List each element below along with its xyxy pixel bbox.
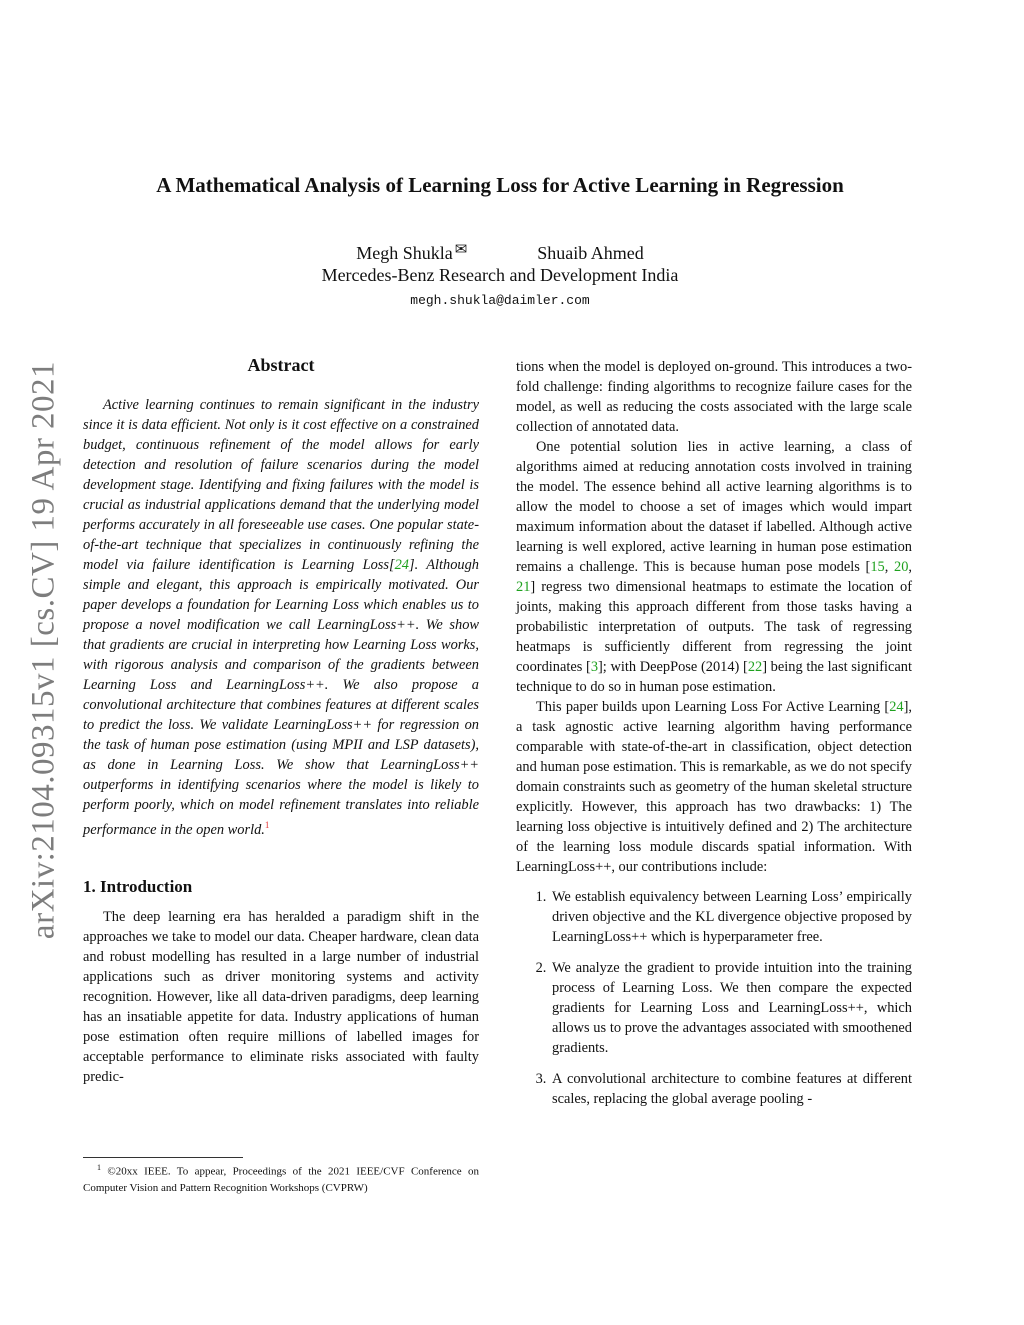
- citation-link[interactable]: 21: [516, 579, 531, 595]
- abstract-heading: Abstract: [247, 355, 315, 375]
- list-item: 2. We analyze the gradient to provide intuition into the training process of Learning Loss. We then compare the expected gradients for Learning Loss and LearningLoss++, which allows us to prove the advantages associated with smoothened gradients.: [550, 958, 912, 1058]
- section-heading-introduction: 1. Introduction: [83, 876, 193, 896]
- intro-paragraph: One potential solution lies in active learning, a class of algorithms aimed at reducing annotation costs involved in training the model. The essence behind all active learning algorithms is to allow the model to choose a set of images which would impart maximum information about the dataset if labelled. Although active learning is well explored, active learning in human pose estimation remains a challenge. This is because human pose models [15, 20, 21] regress two dimensional heatmaps to estimate the location of joints, making this approach different from those tasks having a probabilistic interpretation of outputs. The task of regressing heatmaps is sufficiently different from regressing the joint coordinates [3]; with DeepPose (2014) [22] being the last significant technique to do so in human pose estimation.: [516, 439, 912, 695]
- paper-title: A Mathematical Analysis of Learning Loss for Active Learning in Regression: [156, 173, 844, 197]
- affiliation: Mercedes-Benz Research and Development India: [321, 265, 679, 285]
- footnote-text: ©20xx IEEE. To appear, Proceedings of the 2021 IEEE/CVF Conference on Computer Vision and Pattern Recognition Workshops (CVPRW): [83, 1165, 480, 1194]
- citation-link[interactable]: 20: [894, 559, 909, 575]
- right-column: [516, 357, 912, 1120]
- abstract-text: Active learning continues to remain significant in the industry since it is data efficient. Not only is it cost effective on a constrained budget, continuous refinement of the model allows for early detection and resolution of failure scenarios during the model development stage. Identifying and fixing failures with the model is crucial as industrial applications demand that the underlying model performs accurately in all foreseeable use cases. One popular state-of-the-art technique that specializes in continuously refining the model via failure identification is Learning Loss[24]. Although simple and elegant, this approach is empirically motivated. Our paper develops a foundation for Learning Loss which enables us to propose a novel modification we call LearningLoss++. We show that gradients are crucial in interpreting how Learning Loss works, with rigorous analysis and comparison of the gradients between Learning Loss and LearningLoss++. We also propose a convolutional architecture that combines features at different scales to predict the loss. We validate LearningLoss++ for regression on the task of human pose estimation (using MPII and LSP datasets), as done in Learning Loss. We show that LearningLoss++ outperforms in identifying scenarios where the model is likely to perform poorly, which on model refinement translates into reliable performance in the open world.$^1$: [83, 397, 479, 838]
- arxiv-identifier-text: arXiv:2104.09315v1 [cs.CV] 19 Apr 2021: [25, 360, 62, 940]
- intro-paragraph: The deep learning era has heralded a paradigm shift in the approaches we take to model our data. Cheaper hardware, clean data and robust modelling has resulted in a large number of industrial applications such as driver monitoring systems and activity recognition. However, like all data-driven paradigms, deep learning has an insatiable appetite for data. Industry applications of human pose estimation often require millions of labelled images for acceptable performance to eliminate risks associated with faulty predic-: [83, 908, 479, 1085]
- author-1-name: Megh Shukla: [356, 243, 453, 263]
- footnote-number: 1: [97, 1163, 101, 1172]
- author-2-name: Shuaib Ahmed: [537, 243, 644, 263]
- intro-paragraph: This paper builds upon Learning Loss For Active Learning [24], a task agnostic active learning algorithm having performance comparable with state-of-the-art in classification, object detection and human pose estimation. This is remarkable, as we do not specify domain constraints such as geometry of the human skeletal structure explicitly. However, this approach has two drawbacks: 1) The learning loss objective is intuitively defined and 2) The architecture of the learning loss module discards spatial information. With LearningLoss++, our contributions include:: [516, 699, 912, 875]
- footnote-marker[interactable]: 1: [264, 820, 270, 830]
- citation-link[interactable]: 15: [870, 559, 885, 575]
- footnote-divider: [83, 1157, 243, 1158]
- contributions-list: [516, 887, 912, 1109]
- footnote: [83, 1160, 479, 1196]
- list-item: 1. We establish equivalency between Learning Loss’ empirically driven objective and the KL divergence objective proposed by LearningLoss++ which is hyperparameter free.: [550, 887, 912, 947]
- author-1: [356, 240, 467, 264]
- citation-link[interactable]: 24: [394, 557, 409, 573]
- arxiv-identifier: [14, 355, 74, 945]
- left-column: [83, 355, 479, 1087]
- citation-link[interactable]: 24: [889, 699, 904, 715]
- author-list: [0, 240, 1000, 264]
- intro-paragraph-continued: tions when the model is deployed on-ground. This introduces a two-fold challenge: finding algorithms to recognize failure cases for the model, as well as reducing the costs associated with the large scale collection of annotated data.: [516, 359, 912, 435]
- envelope-icon: ✉: [454, 242, 468, 258]
- citation-link[interactable]: 3: [590, 659, 599, 675]
- citation-link[interactable]: 22: [747, 659, 763, 675]
- author-email[interactable]: megh.shukla@daimler.com: [410, 293, 590, 308]
- list-item: 3. A convolutional architecture to combine features at different scales, replacing the global average pooling -: [550, 1069, 912, 1109]
